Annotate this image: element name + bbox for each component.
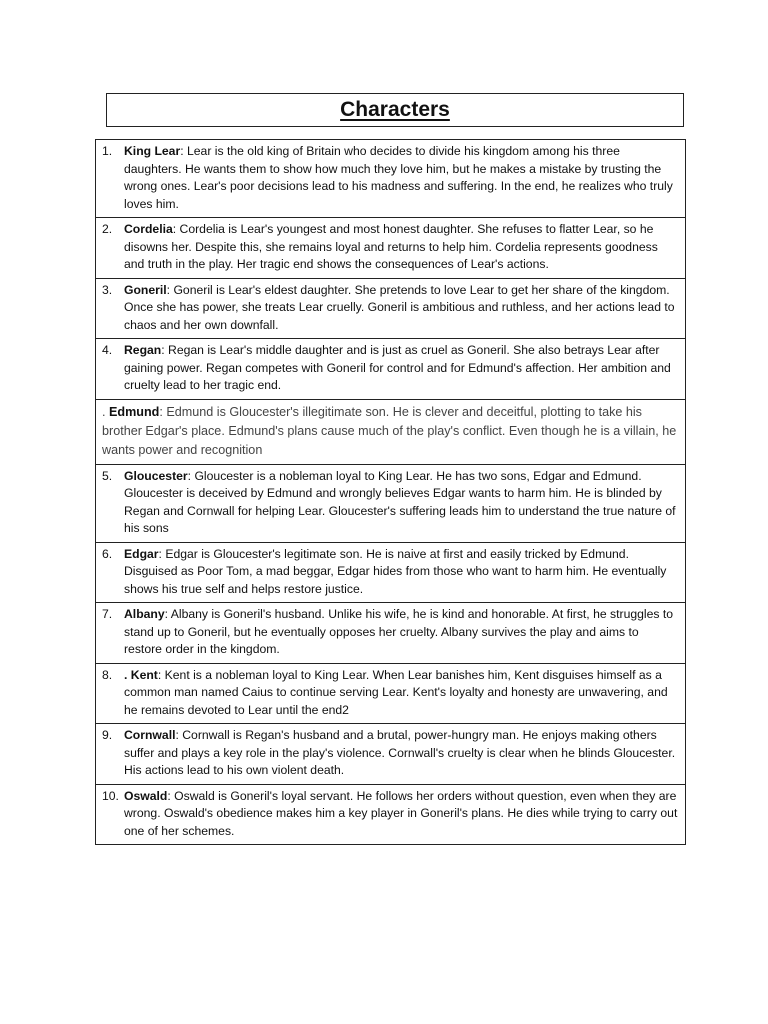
- table-row: [96, 724, 686, 785]
- character-name: Goneril: [124, 282, 167, 297]
- page-title: Characters: [340, 98, 450, 121]
- table-cell: [96, 278, 686, 339]
- table-row: [96, 339, 686, 400]
- row-number: 8.: [102, 667, 113, 682]
- title-box: [106, 93, 684, 127]
- character-name: Edmund: [109, 404, 160, 419]
- table-row: [96, 784, 686, 845]
- table-cell: [96, 140, 686, 218]
- table-row: [96, 278, 686, 339]
- row-number: 9.: [102, 728, 113, 742]
- table-cell: [96, 218, 686, 279]
- character-description: : Gloucester is a nobleman loyal to King Lear. He has two sons, Edgar and Edmund. Gloucester is deceived by Edmund and wrongly believes Edgar wants to harm him. He is blinded by Regan and Cornwall for helping Lear. Gloucester's suffering leads him to understand the true nature of his sons: [124, 468, 676, 535]
- character-description: : Oswald is Goneril's loyal servant. He follows her orders without question, even when they are wrong. Oswald's obedience makes him a key player in Goneril's plans. He dies while trying to carry out one of her schemes.: [124, 788, 678, 838]
- table-row: [96, 542, 686, 603]
- character-description: : Regan is Lear's middle daughter and is just as cruel as Goneril. She also betrays Lear after gaining power. Regan competes with Goneril for control and for Edmund's affection. Her ambition and cruelty lead to her tragic end.: [124, 343, 671, 392]
- character-description: : Kent is a nobleman loyal to King Lear. When Lear banishes him, Kent disguises himself as a common man named Caius to continue serving Lear. Kent's loyalty and honesty are unwavering, and he remains devoted to Lear until the end2: [124, 667, 668, 717]
- row-number: 4.: [102, 343, 113, 357]
- table-row: [96, 464, 686, 542]
- table-cell: [96, 784, 686, 845]
- character-description: : Goneril is Lear's eldest daughter. She pretends to love Lear to get her share of the kingdom. Once she has power, she treats Lear cruelly. Goneril is ambitious and ruthless, and her actions lead to chaos and her own downfall.: [124, 282, 675, 332]
- row-number: 10.: [102, 788, 119, 803]
- character-name: Gloucester: [124, 468, 188, 483]
- row-number: 6.: [102, 546, 113, 561]
- row-number: 2.: [102, 222, 113, 236]
- character-name: Oswald: [124, 788, 168, 803]
- table-cell: [96, 724, 686, 785]
- row-number: 1.: [102, 144, 113, 158]
- table-row: [96, 603, 686, 664]
- character-name: Cornwall: [124, 728, 176, 742]
- table-row: [96, 218, 686, 279]
- character-description: : Edmund is Gloucester's illegitimate son. He is clever and deceitful, plotting to take his brother Edgar's place. Edmund's plans cause much of the play's conflict. Even though he is a villain, he wants power and recognition: [102, 404, 677, 457]
- table-row: [96, 399, 686, 464]
- table-row: [96, 663, 686, 724]
- character-description: : Cornwall is Regan's husband and a brutal, power-hungry man. He enjoys making others suffer and plays a key role in the play's violence. Cornwall's cruelty is clear when he blinds Gloucester. His actions lead to his own violent death.: [124, 728, 676, 777]
- table-cell: [96, 464, 686, 542]
- character-description: : Cordelia is Lear's youngest and most honest daughter. She refuses to flatter Lear, so he disowns her. Despite this, she remains loyal and returns to help him. Cordelia represents goodness and truth in the play. Her tragic end shows the consequences of Lear's actions.: [124, 222, 658, 271]
- character-description: : Albany is Goneril's husband. Unlike his wife, he is kind and honorable. At first, he struggles to stand up to Goneril, but he eventually opposes her cruelty. Albany survives the play and aims to restore order in the kingdom.: [124, 607, 674, 656]
- character-name: . Kent: [124, 667, 158, 682]
- row-number: .: [102, 404, 106, 419]
- character-name: Edgar: [124, 546, 159, 561]
- row-number: 3.: [102, 282, 113, 297]
- table-row: [96, 140, 686, 218]
- character-name: King Lear: [124, 144, 181, 158]
- table-cell: [96, 603, 686, 664]
- character-description: : Lear is the old king of Britain who decides to divide his kingdom among his three daughters. He wants them to show how much they love him, but he makes a mistake by trusting the wrong ones. Lear's poor decisions lead to his madness and suffering. In the end, he realizes who truly loves him.: [124, 144, 673, 211]
- character-name: Regan: [124, 343, 162, 357]
- table-cell: [96, 542, 686, 603]
- row-number: 7.: [102, 607, 113, 621]
- table-cell: [96, 339, 686, 400]
- character-name: Cordelia: [124, 222, 173, 236]
- characters-table: [95, 139, 686, 845]
- character-description: : Edgar is Gloucester's legitimate son. He is naive at first and easily tricked by Edmund. Disguised as Poor Tom, a mad beggar, Edgar hides from those who want to harm him. He eventually shows his true self and helps restore justice.: [124, 546, 667, 596]
- table-cell: [96, 399, 686, 464]
- row-number: 5.: [102, 468, 113, 483]
- table-cell: [96, 663, 686, 724]
- character-name: Albany: [124, 607, 165, 621]
